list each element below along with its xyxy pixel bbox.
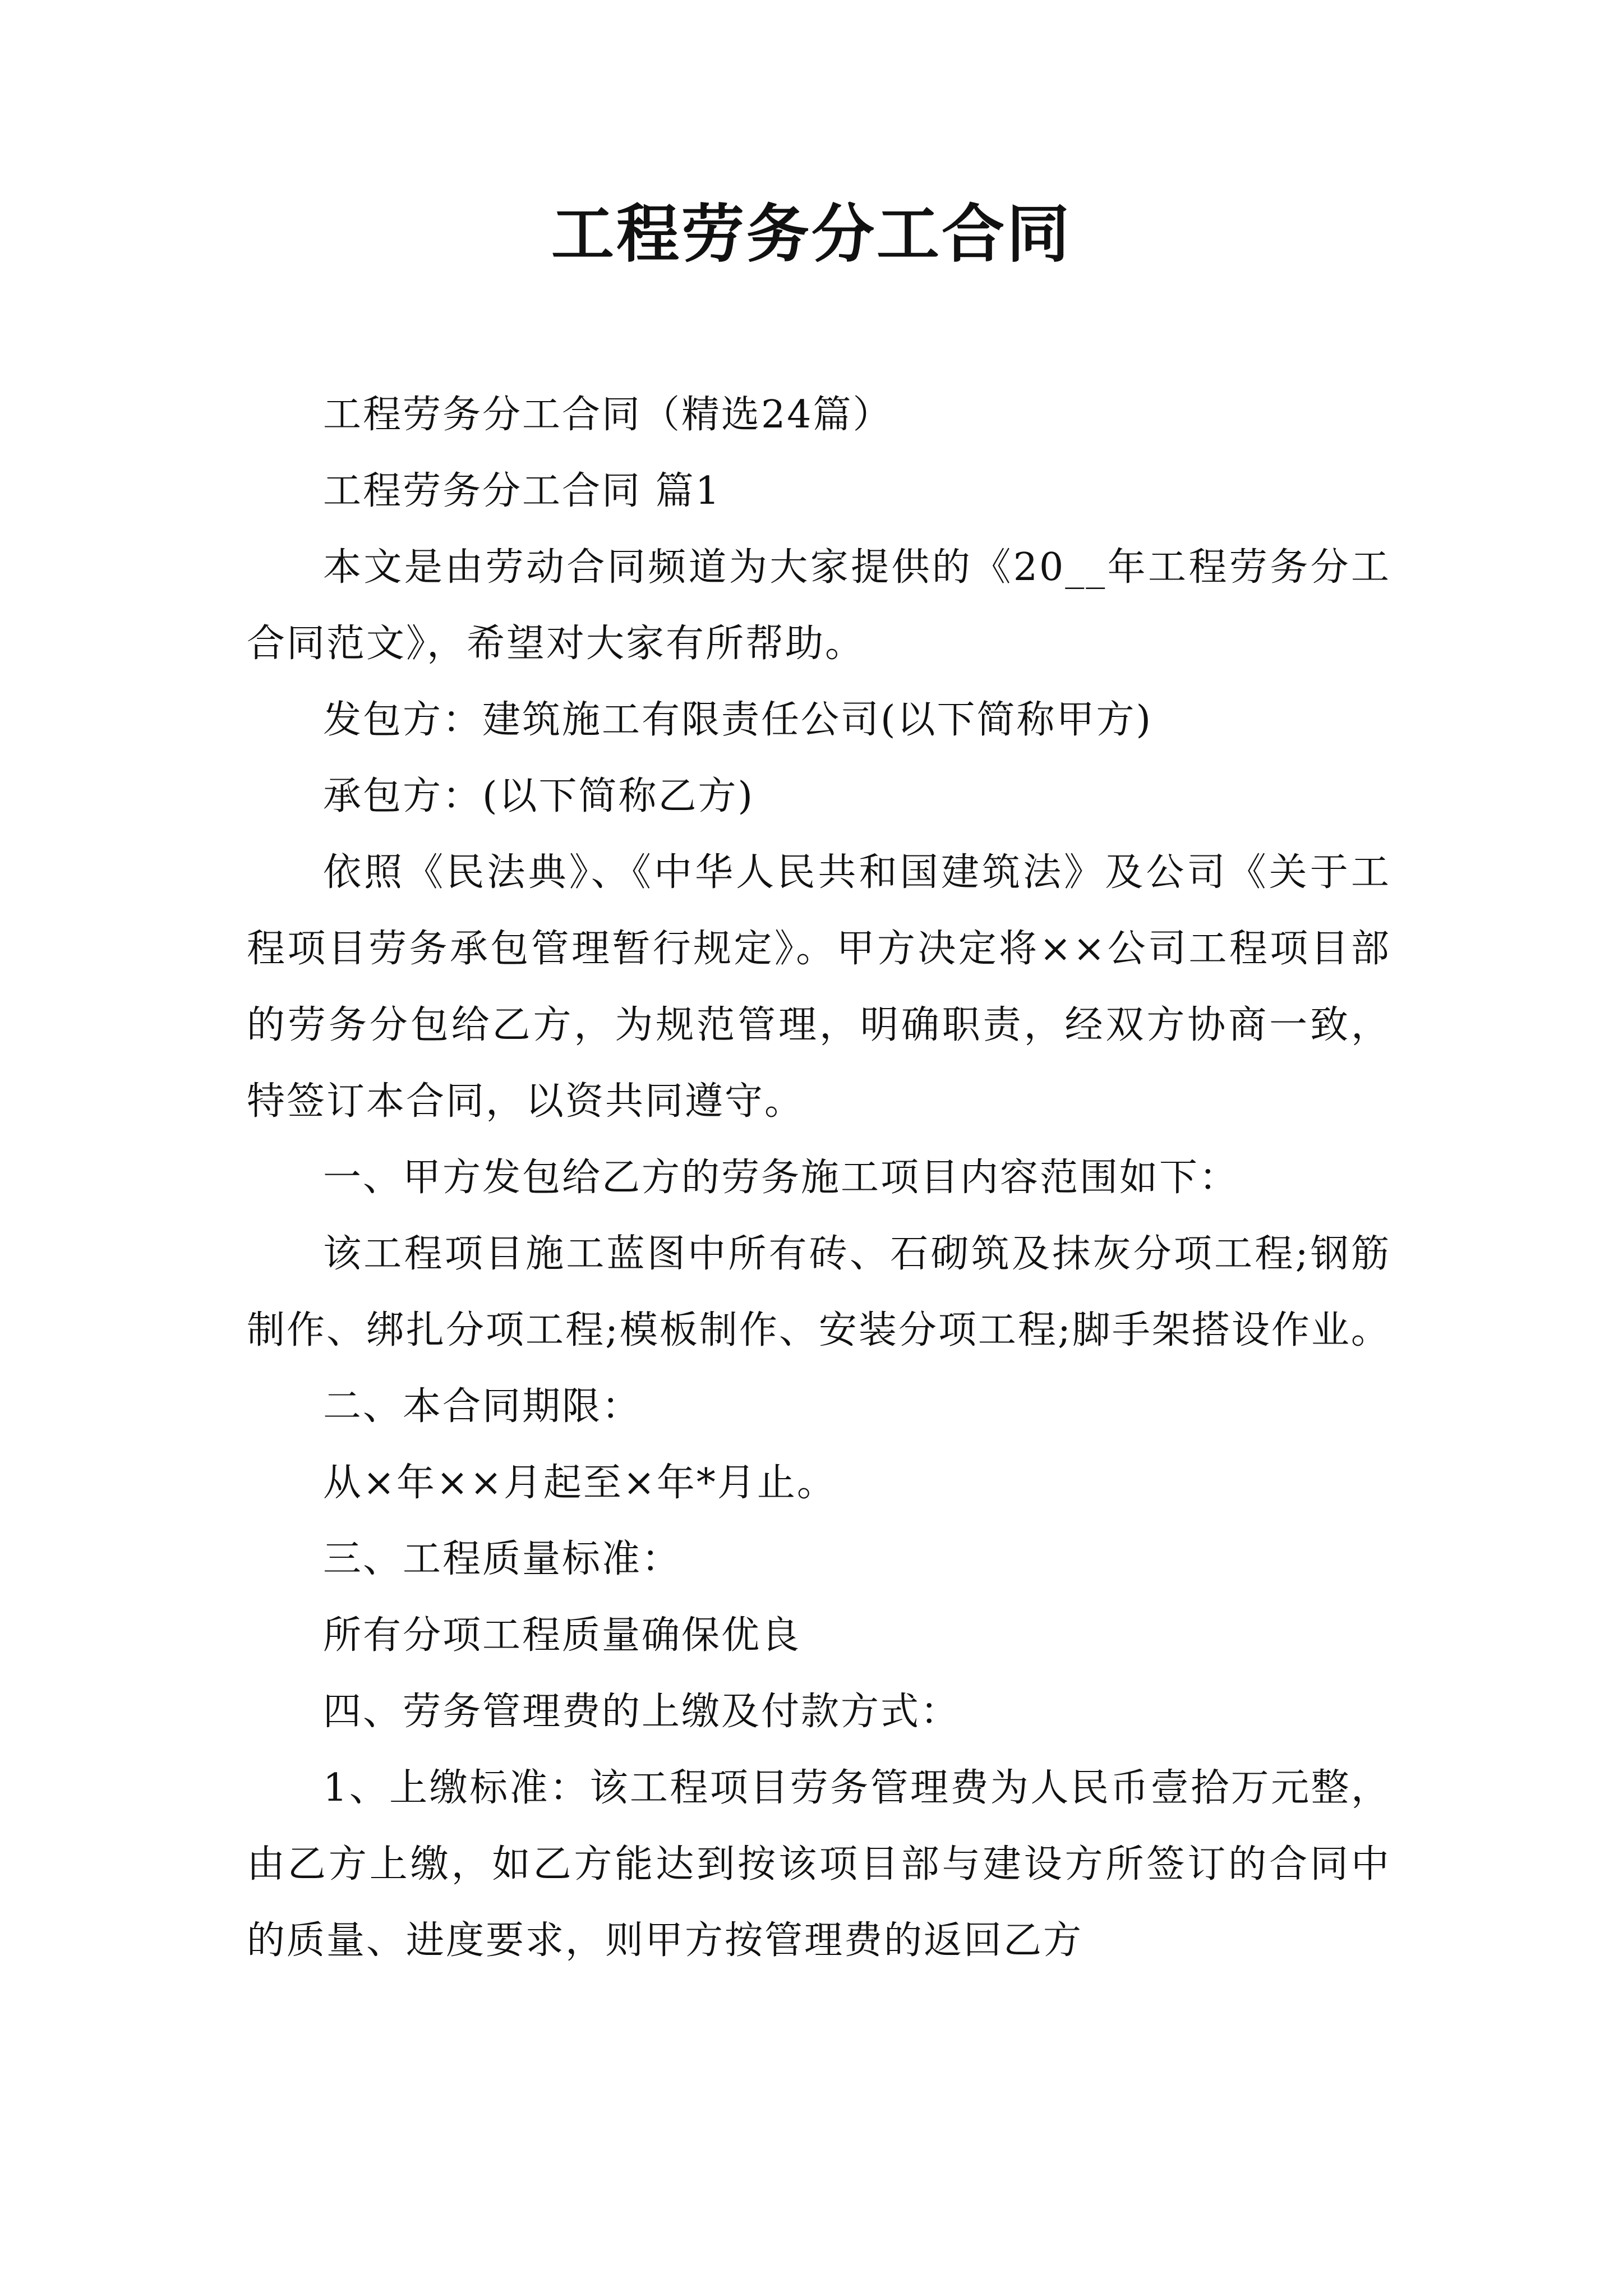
- paragraph-clause-1-body: 该工程项目施工蓝图中所有砖、石砌筑及抹灰分项工程;钢筋制作、绑扎分项工程;模板制作、安装分项工程;脚手架搭设作业。: [247, 1232, 1391, 1352]
- paragraph-employer: 发包方：建筑施工有限责任公司(以下简称甲方): [323, 698, 1153, 742]
- paragraph-clause-2-heading: 二、本合同期限：: [323, 1384, 642, 1429]
- paragraph-clause-3-body: 所有分项工程质量确保优良: [323, 1613, 801, 1658]
- paragraph-clause-2-body: 从×年××月起至×年*月止。: [323, 1461, 837, 1505]
- document-body: [247, 377, 1391, 1979]
- paragraph-contractor: 承包方：(以下简称乙方): [323, 774, 755, 818]
- paragraph-clause-4-item-1: 1、上缴标准：该工程项目劳务管理费为人民币壹拾万元整，由乙方上缴，如乙方能达到按该项目部与建设方所签订的合同中的质量、进度要求，则甲方按管理费的返回乙方: [247, 1766, 1391, 1963]
- paragraph-section-heading: 工程劳务分工合同 篇1: [323, 469, 721, 513]
- paragraph-basis: 依照《民法典》、《中华人民共和国建筑法》及公司《关于工程项目劳务承包管理暂行规定》。甲方决定将××公司工程项目部的劳务分包给乙方，为规范管理，明确职责，经双方协商一致，特签订本合同，以资共同遵守。: [247, 850, 1391, 1124]
- paragraph-clause-3-heading: 三、工程质量标准：: [323, 1537, 682, 1581]
- paragraph-clause-4-heading: 四、劳务管理费的上缴及付款方式：: [323, 1690, 961, 1734]
- paragraph-clause-1-heading: 一、甲方发包给乙方的劳务施工项目内容范围如下：: [323, 1156, 1239, 1200]
- paragraph-subtitle: 工程劳务分工合同（精选24篇）: [323, 393, 893, 437]
- paragraph-intro: 本文是由劳动合同频道为大家提供的《20__年工程劳务分工合同范文》，希望对大家有所帮助。: [247, 545, 1391, 666]
- document-title: 工程劳务分工合同: [551, 198, 1072, 271]
